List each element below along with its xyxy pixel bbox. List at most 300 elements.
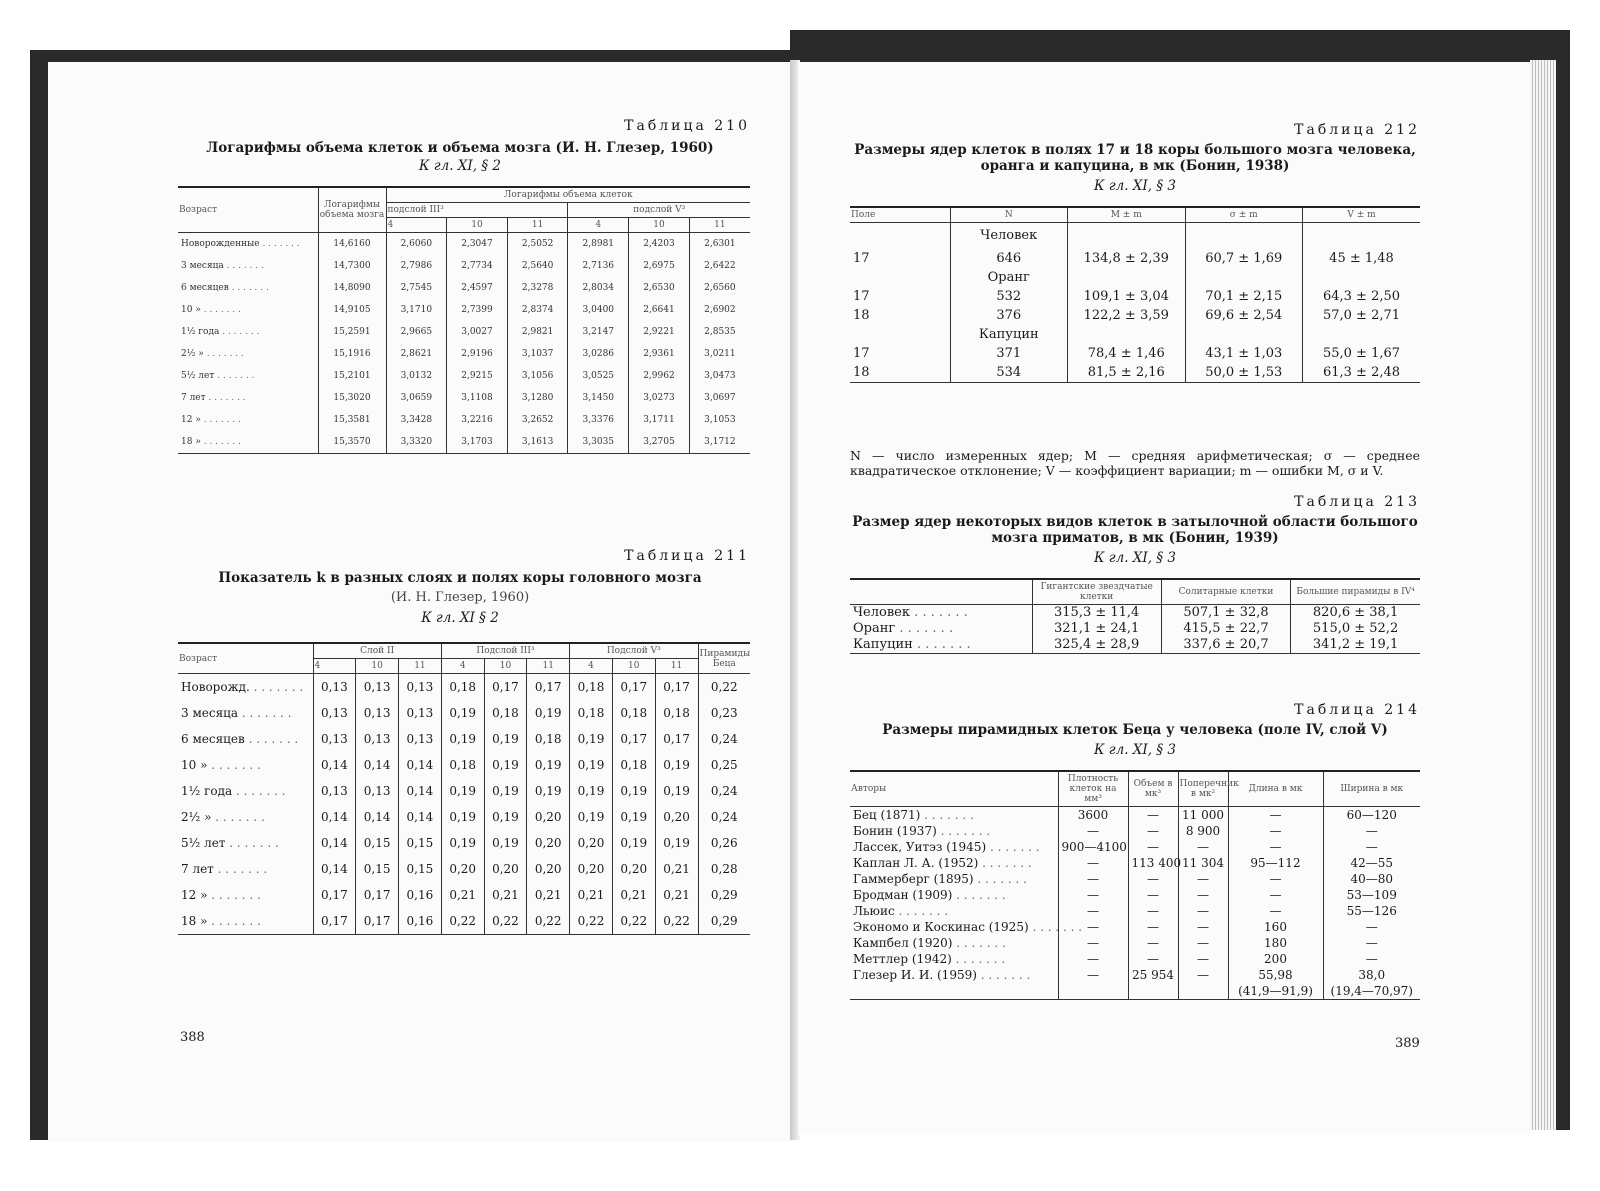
row-label: Лассек, Уитэз (1945) . . . <box>850 839 1058 855</box>
table-cell: — <box>1058 951 1128 967</box>
table-row <box>850 935 1420 951</box>
table-211-subtitle: (И. Н. Глезер, 1960) <box>390 590 530 605</box>
table-cell <box>1068 325 1186 344</box>
table-cell: — <box>1228 839 1323 855</box>
table-214-number: Таблица 214 <box>1294 702 1420 718</box>
table-cell: 0,18 <box>612 700 655 726</box>
table-cell <box>1128 983 1178 1000</box>
table-cell: 17 <box>850 249 950 268</box>
table-cell: — <box>1178 951 1228 967</box>
table-211-ref: К гл. XI § 2 <box>421 610 499 626</box>
table-cell: 3,1703 <box>447 431 508 454</box>
table-cell: 0,19 <box>484 804 527 830</box>
col-age: Возраст <box>178 187 318 233</box>
table-212-ref: К гл. XI, § 3 <box>1094 178 1176 194</box>
table-212-header-row <box>850 207 1420 223</box>
table-cell: 45 ± 1,48 <box>1303 249 1421 268</box>
row-label: Экономо и Коскинас (1925) . . . <box>850 919 1058 935</box>
table-cell: 0,29 <box>698 882 750 908</box>
table-cell: 0,19 <box>655 752 698 778</box>
table-cell: 3,0027 <box>447 321 508 343</box>
table-cell: 0,15 <box>356 856 399 882</box>
table-cell: — <box>1058 871 1128 887</box>
table-cell: 0,19 <box>527 752 570 778</box>
table-cell: 15,3020 <box>318 387 386 409</box>
table-cell: 0,19 <box>484 830 527 856</box>
table-213-header-row <box>850 579 1420 605</box>
table-cell: 0,13 <box>313 778 356 804</box>
table-cell: 0,14 <box>399 752 442 778</box>
table-cell: 3,0525 <box>568 365 629 387</box>
table-cell: 0,19 <box>612 830 655 856</box>
table-cell: 0,18 <box>612 752 655 778</box>
table-cell <box>1303 223 1421 249</box>
table-cell: 507,1 ± 32,8 <box>1161 605 1290 622</box>
table-cell: 0,13 <box>399 674 442 701</box>
table-cell: 50,0 ± 1,53 <box>1185 363 1303 383</box>
table-row <box>178 700 750 726</box>
table-cell: 0,20 <box>527 804 570 830</box>
table-cell: 325,4 ± 28,9 <box>1032 637 1161 654</box>
table-cell: 2,9196 <box>447 343 508 365</box>
table-cell: 17 <box>850 287 950 306</box>
table-cell: 0,19 <box>441 778 484 804</box>
table-cell: 3,1108 <box>447 387 508 409</box>
table-cell: 3600 <box>1058 807 1128 824</box>
column-header: Солитарные клетки <box>1161 579 1290 605</box>
table-210-body <box>178 233 750 454</box>
col-brain-log: Логарифмы объема мозга <box>318 187 386 233</box>
table-cell: — <box>1128 839 1178 855</box>
table-cell: 0,24 <box>698 804 750 830</box>
table-cell <box>1185 268 1303 287</box>
table-row <box>178 674 750 701</box>
table-cell: 3,1037 <box>507 343 568 365</box>
table-211-number: Таблица 211 <box>624 548 750 564</box>
table-212-title-1: Размеры ядер клеток в полях 17 и 18 коры большого мозга человека, <box>854 142 1416 158</box>
table-row <box>850 306 1420 325</box>
table-cell: 2,5052 <box>507 233 568 256</box>
table-cell: 0,18 <box>484 700 527 726</box>
row-label: 7 лет . . . <box>178 856 313 882</box>
table-cell: 2,7545 <box>386 277 447 299</box>
row-label: 12 » . . . <box>178 409 318 431</box>
table-cell: 0,15 <box>399 830 442 856</box>
table-cell: 3,1712 <box>689 431 750 454</box>
table-row <box>178 321 750 343</box>
table-cell: 2,7399 <box>447 299 508 321</box>
table-row <box>178 431 750 454</box>
col-field: 11 <box>399 659 442 674</box>
table-cell: 43,1 ± 1,03 <box>1185 344 1303 363</box>
table-cell: — <box>1228 871 1323 887</box>
table-cell: 3,0659 <box>386 387 447 409</box>
row-label: Новорожд. . . . <box>178 674 313 701</box>
table-214 <box>850 770 1420 1000</box>
table-cell: 15,2101 <box>318 365 386 387</box>
table-cell: — <box>1058 935 1128 951</box>
table-212 <box>850 206 1420 383</box>
table-cell: 3,1613 <box>507 431 568 454</box>
col-field: 4 <box>570 659 613 674</box>
table-cell: 0,17 <box>655 726 698 752</box>
table-cell: — <box>1128 823 1178 839</box>
table-cell: 0,19 <box>612 804 655 830</box>
table-cell: — <box>1323 919 1420 935</box>
table-cell: 0,14 <box>399 778 442 804</box>
table-cell: 11 304 <box>1178 855 1228 871</box>
table-cell: 0,14 <box>313 856 356 882</box>
column-header: Плотность клеток на мм³ <box>1058 771 1128 807</box>
table-214-body <box>850 807 1420 1000</box>
table-cell <box>1185 223 1303 249</box>
table-cell: 3,0400 <box>568 299 629 321</box>
table-cell: 2,9215 <box>447 365 508 387</box>
table-cell <box>850 268 950 287</box>
row-label: 18 » . . . <box>178 431 318 454</box>
table-row <box>178 882 750 908</box>
table-cell: 2,7734 <box>447 255 508 277</box>
table-213-body <box>850 605 1420 654</box>
column-header: M ± m <box>1068 207 1186 223</box>
table-cell: — <box>1178 887 1228 903</box>
table-212-title-2: оранга и капуцина, в мк (Бонин, 1938) <box>980 158 1290 174</box>
table-cell: — <box>1128 807 1178 824</box>
table-row <box>850 903 1420 919</box>
row-label: Оранг . . . <box>850 621 1032 637</box>
table-210-title: Логарифмы объема клеток и объема мозга (И. Н. Глезер, 1960) <box>206 140 714 156</box>
table-row <box>850 344 1420 363</box>
table-cell: 3,2705 <box>629 431 690 454</box>
column-header: Гигантские звездчатые клетки <box>1032 579 1161 605</box>
group-row <box>850 325 1420 344</box>
table-cell: — <box>1228 903 1323 919</box>
table-cell: 81,5 ± 2,16 <box>1068 363 1186 383</box>
table-row <box>178 908 750 935</box>
row-label: 18 » . . . <box>178 908 313 935</box>
column-header: Длина в мк <box>1228 771 1323 807</box>
table-cell: 0,19 <box>441 726 484 752</box>
table-cell: 0,17 <box>612 674 655 701</box>
table-cell: 0,22 <box>612 908 655 935</box>
table-cell: 2,9665 <box>386 321 447 343</box>
table-cell: 2,6060 <box>386 233 447 256</box>
table-cell: 17 <box>850 344 950 363</box>
table-213 <box>850 578 1420 654</box>
row-label: 6 месяцев . . . <box>178 277 318 299</box>
table-cell <box>1058 983 1128 1000</box>
table-cell: 0,16 <box>399 882 442 908</box>
table-cell: 2,7986 <box>386 255 447 277</box>
table-cell: 3,1710 <box>386 299 447 321</box>
table-212-note: N — число измеренных ядер; M — средняя арифметическая; σ — среднее квадратическое отклонение; V — коэффициент вариации; m — ошибки M, σ и V. <box>850 448 1420 478</box>
row-label <box>850 983 1058 1000</box>
table-cell: 3,3376 <box>568 409 629 431</box>
column-header: σ ± m <box>1185 207 1303 223</box>
table-cell <box>1303 325 1421 344</box>
table-cell: 2,8034 <box>568 277 629 299</box>
row-label: Бродман (1909) . . . <box>850 887 1058 903</box>
row-label: Меттлер (1942) . . . <box>850 951 1058 967</box>
table-row <box>850 287 1420 306</box>
col-group-layer2: Слой II <box>313 643 441 659</box>
table-cell: 2,6530 <box>629 277 690 299</box>
table-cell: 0,18 <box>527 726 570 752</box>
table-cell: 0,19 <box>570 726 613 752</box>
table-cell: 2,6902 <box>689 299 750 321</box>
table-cell: 3,0132 <box>386 365 447 387</box>
col-field: 10 <box>447 218 508 233</box>
col-layer5: подслой V³ <box>568 203 750 218</box>
table-cell: — <box>1128 903 1178 919</box>
table-cell: 200 <box>1228 951 1323 967</box>
table-cell: 376 <box>950 306 1068 325</box>
table-cell: 0,21 <box>570 882 613 908</box>
table-cell: 2,4597 <box>447 277 508 299</box>
table-cell: — <box>1323 935 1420 951</box>
table-cell: 15,2591 <box>318 321 386 343</box>
table-cell: 3,1711 <box>629 409 690 431</box>
table-cell: 0,21 <box>484 882 527 908</box>
table-cell: 0,22 <box>527 908 570 935</box>
row-label: Глезер И. И. (1959) . . . <box>850 967 1058 983</box>
table-cell: 0,20 <box>527 830 570 856</box>
table-cell: 3,0697 <box>689 387 750 409</box>
table-cell: 0,13 <box>399 700 442 726</box>
col-layer3: подслой III³ <box>386 203 568 218</box>
row-label: 7 лет . . . <box>178 387 318 409</box>
table-cell: 0,13 <box>356 778 399 804</box>
table-cell <box>1178 983 1228 1000</box>
table-211-title: Показатель k в разных слоях и полях коры головного мозга <box>218 570 702 586</box>
table-cell: — <box>1323 823 1420 839</box>
table-cell: — <box>1128 871 1178 887</box>
column-header: Ширина в мк <box>1323 771 1420 807</box>
table-row <box>178 409 750 431</box>
row-label: Бонин (1937) . . . <box>850 823 1058 839</box>
row-label: 10 » . . . <box>178 752 313 778</box>
table-cell: 2,6422 <box>689 255 750 277</box>
table-cell: 315,3 ± 11,4 <box>1032 605 1161 622</box>
table-cell: 53—109 <box>1323 887 1420 903</box>
table-cell: 0,19 <box>441 700 484 726</box>
table-cell: 0,20 <box>570 830 613 856</box>
table-cell: 3,1450 <box>568 387 629 409</box>
column-header: V ± m <box>1303 207 1421 223</box>
table-cell: 60—120 <box>1323 807 1420 824</box>
row-label: 1½ года . . . <box>178 778 313 804</box>
table-cell: 160 <box>1228 919 1323 935</box>
table-cell: 3,0273 <box>629 387 690 409</box>
table-cell: 532 <box>950 287 1068 306</box>
table-cell: 0,23 <box>698 700 750 726</box>
col-field: 4 <box>568 218 629 233</box>
table-cell: 109,1 ± 3,04 <box>1068 287 1186 306</box>
table-cell: 0,19 <box>441 804 484 830</box>
table-cell: 0,28 <box>698 856 750 882</box>
table-row <box>178 233 750 256</box>
row-label: 3 месяца . . . <box>178 700 313 726</box>
table-cell: 0,13 <box>313 674 356 701</box>
table-cell: 0,18 <box>441 674 484 701</box>
row-label: 5½ лет . . . <box>178 365 318 387</box>
table-row <box>850 855 1420 871</box>
table-cell: — <box>1178 903 1228 919</box>
table-cell: 0,22 <box>698 674 750 701</box>
table-cell: 0,21 <box>612 882 655 908</box>
table-cell: 0,22 <box>484 908 527 935</box>
row-label: 6 месяцев . . . <box>178 726 313 752</box>
table-cell: 61,3 ± 2,48 <box>1303 363 1421 383</box>
table-cell: 2,3278 <box>507 277 568 299</box>
table-cell: 0,19 <box>484 726 527 752</box>
table-row <box>178 299 750 321</box>
table-row <box>850 951 1420 967</box>
table-210-ref: К гл. XI, § 2 <box>419 158 501 174</box>
table-cell: — <box>1058 887 1128 903</box>
table-cell: 25 954 <box>1128 967 1178 983</box>
column-header: Поле <box>850 207 950 223</box>
table-cell: — <box>1128 951 1178 967</box>
col-field: 4 <box>441 659 484 674</box>
table-cell: — <box>1178 935 1228 951</box>
table-row <box>178 726 750 752</box>
table-213-number: Таблица 213 <box>1294 494 1420 510</box>
page-number-left: 388 <box>180 1030 205 1045</box>
table-cell: 0,14 <box>356 804 399 830</box>
row-label: 2½ » . . . <box>178 804 313 830</box>
table-cell: 0,25 <box>698 752 750 778</box>
group-label: Человек <box>950 223 1068 249</box>
table-row <box>178 830 750 856</box>
col-betz: Пирамиды Беца <box>698 643 750 674</box>
table-cell: 0,20 <box>484 856 527 882</box>
row-label: Кампбел (1920) . . . <box>850 935 1058 951</box>
table-cell: — <box>1228 887 1323 903</box>
page-number-right: 389 <box>1395 1036 1420 1051</box>
table-cell: 14,6160 <box>318 233 386 256</box>
table-row <box>850 983 1420 1000</box>
table-cell: — <box>1058 919 1128 935</box>
row-label: Новорожденные . . . <box>178 233 318 256</box>
table-cell: 134,8 ± 2,39 <box>1068 249 1186 268</box>
row-label: Льюис . . . <box>850 903 1058 919</box>
table-cell: 0,14 <box>356 752 399 778</box>
table-cell: 534 <box>950 363 1068 383</box>
table-213-title-1: Размер ядер некоторых видов клеток в затылочной области большого <box>852 514 1418 530</box>
table-row <box>850 967 1420 983</box>
table-cell: — <box>1228 823 1323 839</box>
table-cell <box>1068 268 1186 287</box>
table-cell: 3,0473 <box>689 365 750 387</box>
table-cell: 42—55 <box>1323 855 1420 871</box>
table-cell: 2,9221 <box>629 321 690 343</box>
table-213-ref: К гл. XI, § 3 <box>1094 550 1176 566</box>
table-cell: 0,19 <box>527 700 570 726</box>
table-row <box>850 621 1420 637</box>
column-header: Объем в мк³ <box>1128 771 1178 807</box>
column-header: Авторы <box>850 771 1058 807</box>
table-cell: 0,17 <box>655 674 698 701</box>
table-cell: 646 <box>950 249 1068 268</box>
row-label: Человек . . . <box>850 605 1032 622</box>
table-cell: 341,2 ± 19,1 <box>1291 637 1420 654</box>
col-field: 10 <box>612 659 655 674</box>
table-cell: (41,9—91,9) <box>1228 983 1323 1000</box>
col-cell-log: Логарифмы объема клеток <box>386 187 750 203</box>
table-row <box>850 605 1420 622</box>
table-cell: 180 <box>1228 935 1323 951</box>
table-cell: — <box>1058 967 1128 983</box>
table-row <box>850 363 1420 383</box>
table-cell: 371 <box>950 344 1068 363</box>
table-cell: 0,19 <box>570 804 613 830</box>
table-cell: 57,0 ± 2,71 <box>1303 306 1421 325</box>
table-cell: 0,21 <box>527 882 570 908</box>
table-row <box>178 277 750 299</box>
table-cell: — <box>1178 919 1228 935</box>
table-cell <box>1185 325 1303 344</box>
table-row <box>178 387 750 409</box>
table-cell: 2,8374 <box>507 299 568 321</box>
table-cell: 122,2 ± 3,59 <box>1068 306 1186 325</box>
row-label: Капуцин . . . <box>850 637 1032 654</box>
table-row <box>850 839 1420 855</box>
table-cell: 3,1056 <box>507 365 568 387</box>
table-cell: 321,1 ± 24,1 <box>1032 621 1161 637</box>
table-cell: 0,22 <box>441 908 484 935</box>
row-label: 12 » . . . <box>178 882 313 908</box>
group-label: Капуцин <box>950 325 1068 344</box>
table-row <box>178 255 750 277</box>
table-cell: 2,9962 <box>629 365 690 387</box>
table-cell: 0,22 <box>570 908 613 935</box>
table-cell: 820,6 ± 38,1 <box>1291 605 1420 622</box>
table-cell: 0,14 <box>313 752 356 778</box>
row-label: Гаммерберг (1895) . . . <box>850 871 1058 887</box>
table-cell: 55,98 <box>1228 967 1323 983</box>
table-cell: 3,2652 <box>507 409 568 431</box>
table-214-title: Размеры пирамидных клеток Беца у человека (поле IV, слой V) <box>882 722 1388 738</box>
table-cell: — <box>1128 887 1178 903</box>
table-row <box>178 778 750 804</box>
table-cell: 3,3320 <box>386 431 447 454</box>
table-cell: 2,6301 <box>689 233 750 256</box>
col-group-layer5: Подслой V³ <box>570 643 698 659</box>
table-cell: 0,19 <box>655 830 698 856</box>
table-cell: 0,18 <box>655 700 698 726</box>
table-cell: 18 <box>850 363 950 383</box>
table-cell: 113 400 <box>1128 855 1178 871</box>
col-field: 10 <box>629 218 690 233</box>
table-cell: 0,17 <box>612 726 655 752</box>
row-label: Каплан Л. А. (1952) . . . <box>850 855 1058 871</box>
table-cell: 38,0 <box>1323 967 1420 983</box>
table-row <box>178 804 750 830</box>
table-row <box>850 637 1420 654</box>
col-age: Возраст <box>178 643 313 674</box>
table-cell: 55,0 ± 1,67 <box>1303 344 1421 363</box>
row-label: 2½ » . . . <box>178 343 318 365</box>
row-label: 5½ лет . . . <box>178 830 313 856</box>
table-cell <box>1303 268 1421 287</box>
col-field: 11 <box>527 659 570 674</box>
table-cell <box>850 223 950 249</box>
table-cell: 515,0 ± 52,2 <box>1291 621 1420 637</box>
column-header: N <box>950 207 1068 223</box>
table-cell: 0,26 <box>698 830 750 856</box>
table-cell: 60,7 ± 1,69 <box>1185 249 1303 268</box>
